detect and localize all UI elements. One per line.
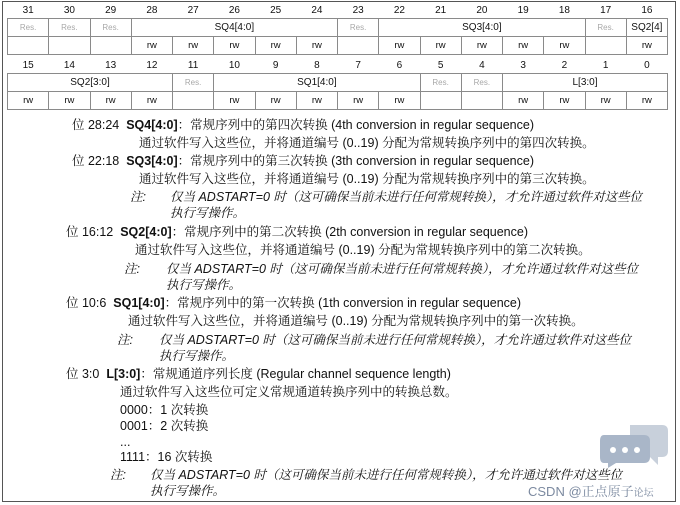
- bit-number: 10: [228, 59, 240, 71]
- access-cell: rw: [214, 92, 255, 110]
- bit-number: 18: [558, 4, 570, 16]
- access-row: [8, 92, 668, 110]
- access-cell: rw: [626, 37, 667, 55]
- sq1-note-line2: 执行写操作。: [159, 349, 235, 363]
- bit-number: 21: [435, 4, 447, 16]
- bit-number: 16: [641, 4, 653, 16]
- sq2-note-label: 注:: [124, 262, 140, 276]
- reserved-field: Res.: [8, 19, 49, 37]
- bit-number: 22: [393, 4, 405, 16]
- access-cell: rw: [461, 37, 502, 55]
- access-cell: rw: [626, 92, 667, 110]
- l-value-2: ...: [120, 435, 131, 449]
- watermark-text: [528, 481, 654, 500]
- l-note-line1: 仅当 ADSTART=0 时（这可确保当前未进行任何常规转换），才允许通过软件对这些位: [150, 468, 623, 482]
- bit-number: 8: [314, 59, 320, 71]
- access-cell: [338, 37, 379, 55]
- bit-number: 9: [272, 59, 279, 71]
- access-cell: rw: [49, 92, 90, 110]
- bit-number: 4: [479, 59, 485, 71]
- register-field: SQ4[4:0]: [131, 19, 337, 37]
- sq2-heading: [66, 225, 528, 240]
- bit-number: 6: [396, 59, 403, 71]
- access-cell: rw: [585, 92, 626, 110]
- access-cell: [461, 92, 502, 110]
- sq1-bits: 位 10:6: [66, 296, 107, 310]
- sq4-bits: 位 28:24: [72, 118, 120, 132]
- sq2-bits: 位 16:12: [66, 225, 114, 239]
- reserved-field: Res.: [90, 19, 131, 37]
- sq4-title: ：常规序列中的第四次转换 (4th conversion in regular sequence): [177, 118, 534, 132]
- bit-number: 25: [270, 4, 282, 16]
- bit-number: 3: [520, 59, 526, 71]
- bit-number: 5: [437, 59, 444, 71]
- bit-number: 29: [105, 4, 117, 16]
- sq3-title: ：常规序列中的第三次转换 (3th conversion in regular sequence): [177, 154, 534, 168]
- access-cell: rw: [90, 92, 131, 110]
- bit-number-row: [8, 2, 668, 19]
- l-value-3: 1111：16 次转换: [120, 450, 213, 464]
- reserved-field: Res.: [585, 19, 626, 37]
- sq2-name: SQ2[4:0]: [120, 225, 172, 239]
- access-cell: rw: [296, 92, 337, 110]
- bit-number: 12: [146, 59, 158, 71]
- sq2-body: 通过软件写入这些位，并将通道编号 (0..19) 分配为常规转换序列中的第二次转换。: [135, 243, 591, 257]
- access-cell: [585, 37, 626, 55]
- access-cell: rw: [214, 37, 255, 55]
- access-cell: rw: [173, 37, 214, 55]
- access-cell: [8, 37, 49, 55]
- bit-number: 2: [561, 59, 568, 71]
- access-cell: rw: [544, 92, 585, 110]
- sq2-title: ：常规序列中的第二次转换 (2th conversion in regular sequence): [171, 225, 528, 239]
- access-cell: rw: [255, 37, 296, 55]
- l-value-0: 0000：1 次转换: [120, 403, 209, 417]
- sq1-body: 通过软件写入这些位，并将通道编号 (0..19) 分配为常规转换序列中的第一次转换。: [128, 314, 584, 328]
- sq3-name: SQ3[4:0]: [126, 154, 178, 168]
- register-upper-half: [7, 2, 668, 55]
- sq3-heading: [72, 154, 534, 169]
- sq3-bits: 位 22:18: [72, 154, 120, 168]
- sq3-body: 通过软件写入这些位，并将通道编号 (0..19) 分配为常规转换序列中的第三次转换。: [139, 172, 595, 186]
- sq4-body: 通过软件写入这些位，并将通道编号 (0..19) 分配为常规转换序列中的第四次转换。: [139, 136, 595, 150]
- sq2-note-line2: 执行写操作。: [166, 278, 242, 292]
- bit-number: 27: [187, 4, 199, 16]
- access-row: [8, 37, 668, 55]
- access-cell: rw: [131, 37, 172, 55]
- reserved-field: Res.: [49, 19, 90, 37]
- access-cell: rw: [8, 92, 49, 110]
- sq1-title: ：常规序列中的第一次转换 (1th conversion in regular sequence): [164, 296, 522, 310]
- l-bits: 位 3:0: [66, 367, 100, 381]
- bit-number: 17: [600, 4, 612, 16]
- access-cell: [90, 37, 131, 55]
- bit-number: 7: [355, 59, 361, 71]
- access-cell: [173, 92, 214, 110]
- bit-number: 19: [517, 4, 529, 16]
- reserved-field: Res.: [420, 74, 461, 92]
- register-field: SQ3[4:0]: [379, 19, 585, 37]
- access-cell: rw: [503, 92, 544, 110]
- register-lower-half: [7, 57, 668, 110]
- reserved-field: Res.: [338, 19, 379, 37]
- bit-number: 28: [146, 4, 158, 16]
- sq1-note-line1: 仅当 ADSTART=0 时（这可确保当前未进行任何常规转换），才允许通过软件对这些位: [159, 333, 632, 347]
- chat-bubble-icon: [600, 423, 670, 468]
- access-cell: rw: [503, 37, 544, 55]
- bit-number: 11: [187, 59, 199, 71]
- l-note-line2: 执行写操作。: [150, 484, 226, 498]
- sq3-note-line1: 仅当 ADSTART=0 时（这可确保当前未进行任何常规转换），才允许通过软件对这些位: [170, 190, 643, 204]
- sq1-name: SQ1[4:0]: [113, 296, 165, 310]
- bit-number-row: [8, 57, 668, 74]
- bit-number: 13: [105, 59, 117, 71]
- access-cell: [49, 37, 90, 55]
- sq4-heading: [72, 118, 534, 133]
- l-title: ：常规通道序列长度 (Regular channel sequence length): [140, 367, 451, 381]
- access-cell: [420, 92, 461, 110]
- bit-number: 24: [311, 4, 323, 16]
- reserved-field: Res.: [173, 74, 214, 92]
- watermark-tail: 论坛: [633, 488, 654, 499]
- access-cell: rw: [379, 37, 420, 55]
- l-body: 通过软件写入这些位可定义常规通道转换序列中的转换总数。: [120, 385, 458, 399]
- l-value-1: 0001：2 次转换: [120, 419, 209, 433]
- sq4-name: SQ4[4:0]: [126, 118, 178, 132]
- bit-number: 0: [644, 59, 650, 71]
- bit-number: 30: [63, 4, 75, 16]
- access-cell: rw: [131, 92, 172, 110]
- access-cell: rw: [296, 37, 337, 55]
- field-row: [8, 19, 668, 37]
- bit-number: 1: [602, 59, 609, 71]
- access-cell: rw: [338, 92, 379, 110]
- sq2-note-line1: 仅当 ADSTART=0 时（这可确保当前未进行任何常规转换），才允许通过软件对这些位: [166, 262, 639, 276]
- access-cell: rw: [420, 37, 461, 55]
- access-cell: rw: [379, 92, 420, 110]
- access-cell: rw: [255, 92, 296, 110]
- reserved-field: Res.: [461, 74, 502, 92]
- register-field: L[3:0]: [503, 74, 668, 92]
- field-row: [8, 74, 668, 92]
- access-cell: rw: [544, 37, 585, 55]
- l-heading: [66, 367, 451, 382]
- sq3-note-line2: 执行写操作。: [170, 206, 246, 220]
- bit-number: 26: [228, 4, 240, 16]
- bit-number: 14: [63, 59, 75, 71]
- sq1-note-label: 注:: [117, 333, 133, 347]
- bit-number: 20: [476, 4, 488, 16]
- sq1-heading: [66, 296, 521, 311]
- watermark-main: CSDN @正点原子: [528, 484, 634, 499]
- l-note-label: 注:: [110, 468, 126, 482]
- register-field: SQ2[3:0]: [8, 74, 173, 92]
- bit-number: 31: [22, 4, 34, 16]
- l-name: L[3:0]: [106, 367, 141, 381]
- sq3-note-label: 注:: [130, 190, 146, 204]
- bit-number: 15: [22, 59, 34, 71]
- bit-number: 23: [352, 4, 364, 16]
- register-field: SQ1[4:0]: [214, 74, 420, 92]
- register-field: SQ2[4]: [626, 19, 667, 37]
